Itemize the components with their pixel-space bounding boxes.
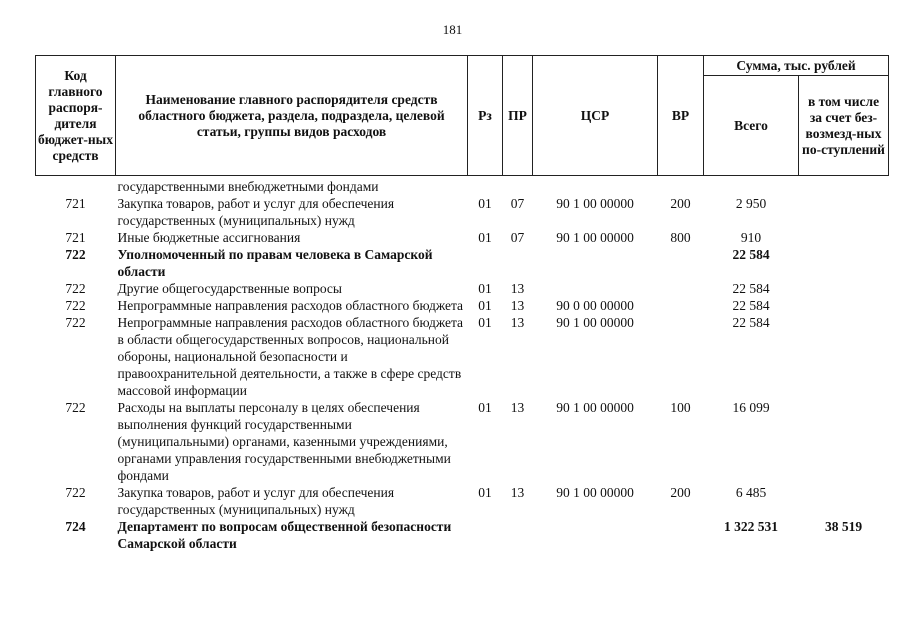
cell-code: 722 <box>65 400 86 415</box>
cell-total: 2 950 <box>735 196 767 211</box>
cell-code: 721 <box>65 230 86 245</box>
cell-total <box>704 176 799 196</box>
cell-code: 722 <box>65 315 86 330</box>
cell-pr: 13 <box>510 485 525 500</box>
cell-csr: 90 1 00 00000 <box>556 196 634 211</box>
cell-total: 22 584 <box>732 315 770 330</box>
cell-pr: 13 <box>510 281 525 296</box>
cell-name: государственными внебюджетными фондами <box>117 179 379 194</box>
cell-name: Иные бюджетные ассигнования <box>117 230 301 245</box>
cell-name: Другие общегосударственные вопросы <box>117 281 342 296</box>
cell-rz: 01 <box>478 298 492 313</box>
table-row <box>36 246 889 280</box>
cell-name: Уполномоченный по правам человека в Самарской области <box>117 247 433 279</box>
cell-vr: 800 <box>670 230 691 245</box>
table-row <box>36 314 889 399</box>
cell-csr: 90 1 00 00000 <box>556 230 634 245</box>
table-row <box>36 297 889 314</box>
cell-rz: 01 <box>478 485 492 500</box>
header-free: в том числе за счет без-возмезд-ных по-ступлений <box>799 76 889 176</box>
header-pr: ПР <box>503 56 533 176</box>
cell-vr: 200 <box>670 196 691 211</box>
cell-code: 722 <box>65 247 86 262</box>
cell-name: Непрограммные направления расходов областного бюджета <box>117 298 464 313</box>
page-number: 181 <box>442 22 463 37</box>
cell-csr <box>533 246 658 280</box>
cell-rz <box>468 176 503 196</box>
cell-name: Закупка товаров, работ и услуг для обеспечения государственных (муниципальных) нужд <box>117 196 395 228</box>
cell-free <box>799 399 889 484</box>
cell-rz: 01 <box>478 196 492 211</box>
cell-free <box>799 229 889 246</box>
cell-pr <box>503 518 533 552</box>
cell-rz <box>468 246 503 280</box>
cell-csr: 90 1 00 00000 <box>556 315 634 330</box>
cell-pr <box>503 246 533 280</box>
cell-free <box>799 195 889 229</box>
cell-vr: 200 <box>670 485 691 500</box>
cell-vr <box>658 297 704 314</box>
table-row <box>36 229 889 246</box>
cell-pr: 07 <box>510 196 525 211</box>
cell-vr <box>658 246 704 280</box>
cell-total: 22 584 <box>732 298 770 313</box>
cell-rz: 01 <box>478 281 492 296</box>
cell-csr: 90 1 00 00000 <box>556 400 634 415</box>
cell-vr <box>658 280 704 297</box>
cell-code: 722 <box>65 485 86 500</box>
cell-total: 910 <box>740 230 762 245</box>
cell-csr: 90 0 00 00000 <box>556 298 634 313</box>
header-name: Наименование главного распорядителя средств областного бюджета, раздела, подраздела, целевой статьи, группы видов расходов <box>116 56 468 176</box>
table-header <box>36 56 889 176</box>
cell-total: 22 584 <box>732 247 770 262</box>
header-sum: Сумма, тыс. рублей <box>704 56 889 76</box>
cell-free <box>799 314 889 399</box>
cell-vr: 100 <box>670 400 691 415</box>
header-csr: ЦСР <box>533 56 658 176</box>
table-row <box>36 484 889 518</box>
cell-rz: 01 <box>478 230 492 245</box>
cell-free <box>799 246 889 280</box>
cell-free: 38 519 <box>824 519 863 534</box>
table-row <box>36 518 889 552</box>
cell-code: 724 <box>65 519 86 534</box>
cell-name: Расходы на выплаты персоналу в целях обеспечения выполнения функций государственными (муниципальными) органами, казенными учреждениями, органами управления государственными внебюджетными фондами <box>117 400 451 483</box>
cell-csr <box>533 518 658 552</box>
cell-pr: 13 <box>510 298 525 313</box>
cell-vr <box>658 176 704 196</box>
cell-code: 722 <box>65 298 86 313</box>
header-vr: ВР <box>658 56 704 176</box>
cell-rz: 01 <box>478 400 492 415</box>
cell-pr: 07 <box>510 230 525 245</box>
header-total: Всего <box>704 76 799 176</box>
cell-code: 722 <box>65 281 86 296</box>
cell-pr: 13 <box>510 400 525 415</box>
table-row <box>36 399 889 484</box>
cell-free <box>799 176 889 196</box>
budget-table <box>35 55 889 552</box>
table-body <box>36 176 889 553</box>
cell-total: 1 322 531 <box>724 519 778 534</box>
table-row <box>36 280 889 297</box>
cell-pr <box>503 176 533 196</box>
cell-name: Непрограммные направления расходов областного бюджета в области общегосударственных вопросов, национальной обороны, национальной безопасности и правоохранительной деятельности, а также в сфере средств массовой информации <box>117 315 464 398</box>
cell-total: 6 485 <box>735 485 767 500</box>
cell-pr: 13 <box>510 315 525 330</box>
cell-free <box>799 297 889 314</box>
cell-free <box>799 280 889 297</box>
cell-csr <box>533 280 658 297</box>
cell-code: 721 <box>65 196 86 211</box>
cell-name: Департамент по вопросам общественной безопасности Самарской области <box>117 519 452 551</box>
header-rz: Рз <box>468 56 503 176</box>
cell-total: 16 099 <box>732 400 770 415</box>
cell-csr: 90 1 00 00000 <box>556 485 634 500</box>
cell-vr <box>658 518 704 552</box>
cell-total: 22 584 <box>732 281 770 296</box>
cell-code <box>36 176 116 196</box>
cell-free <box>799 484 889 518</box>
table-row <box>36 176 889 196</box>
table-row <box>36 195 889 229</box>
cell-csr <box>533 176 658 196</box>
cell-name: Закупка товаров, работ и услуг для обеспечения государственных (муниципальных) нужд <box>117 485 395 517</box>
cell-rz <box>468 518 503 552</box>
header-code: Код главного распоря-дителя бюджет-ных средств <box>36 56 116 176</box>
cell-rz: 01 <box>478 315 492 330</box>
cell-vr <box>658 314 704 399</box>
